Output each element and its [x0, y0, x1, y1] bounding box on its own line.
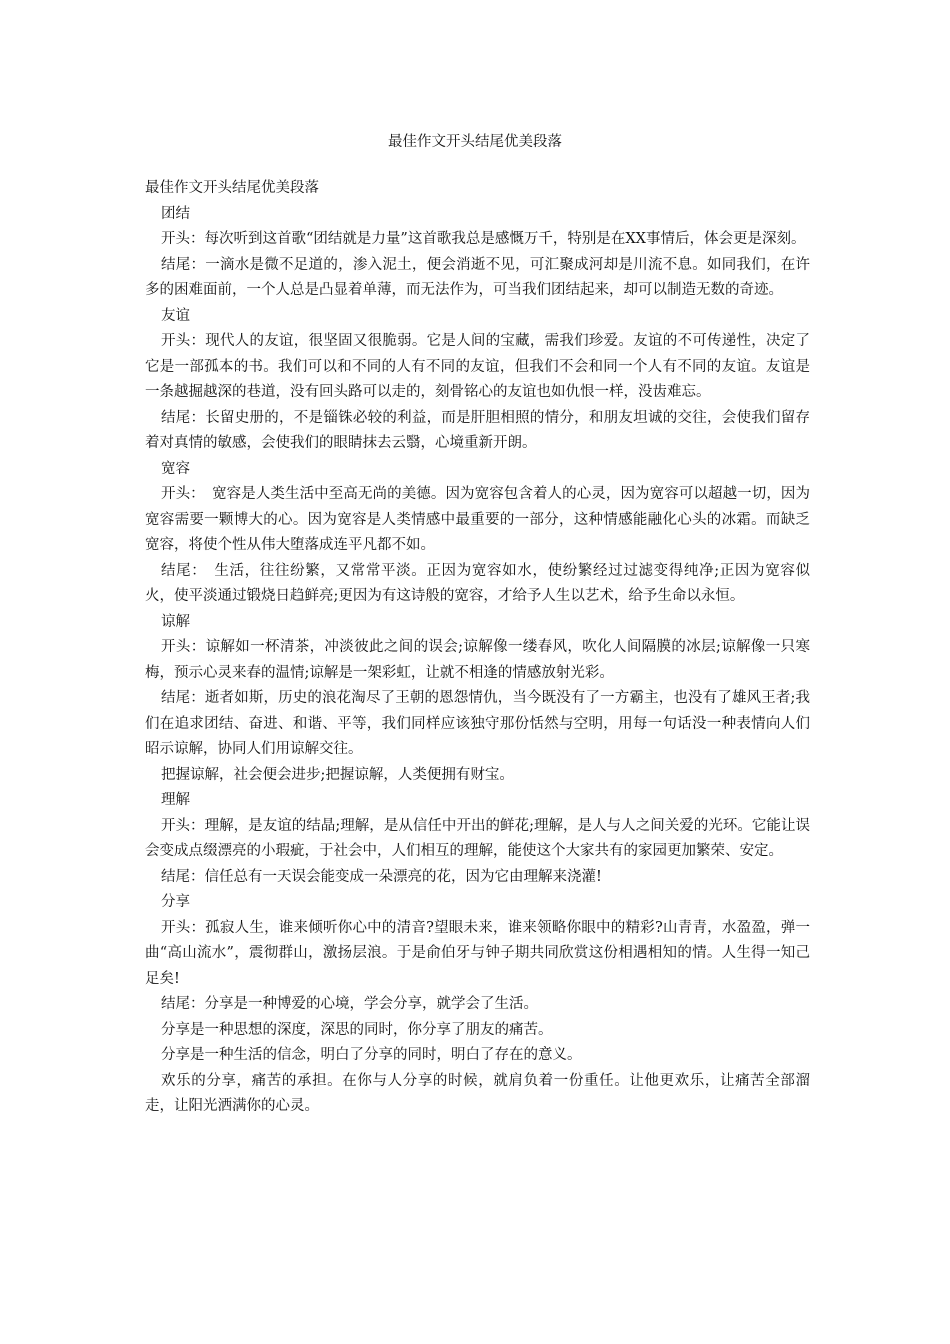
- paragraph: 结尾： 生活，往往纷繁，又常常平淡。正因为宽容如水，使纷繁经过过滤变得纯净;正因为宽容似火，使平淡通过锻烧日趋鲜亮;更因为有这诗般的宽容，才给予人生以艺术，给予生命以永恒。: [145, 562, 810, 604]
- paragraph: 结尾：信任总有一天误会能变成一朵漂亮的花，因为它由理解来浇灌!: [161, 868, 602, 885]
- section-heading: 友谊: [161, 307, 190, 324]
- paragraph: 开头：现代人的友谊，很坚固又很脆弱。它是人间的宝藏，需我们珍爱。友谊的不可传递性，决定了它是一部孤本的书。我们可以和不同的人有不同的友谊，但我们不会和同一个人有不同的友谊。友谊是一条越掘越深的巷道，没有回头路可以走的，刻骨铭心的友谊也如仇恨一样，没齿难忘。: [145, 333, 810, 400]
- paragraph: 结尾：长留史册的，不是锱铢必较的利益，而是肝胆相照的情分，和朋友坦诚的交往，会使我们留存着对真情的敏感，会使我们的眼睛抹去云翳，心境重新开朗。: [145, 409, 810, 451]
- paragraph: 结尾：一滴水是微不足道的，渗入泥土，便会消逝不见，可汇聚成河却是川流不息。如同我们，在许多的困难面前，一个人总是凸显着单薄，而无法作为，可当我们团结起来，却可以制造无数的奇迹。: [145, 256, 810, 298]
- document-body: [145, 176, 810, 1120]
- paragraph: 结尾：分享是一种博爱的心境，学会分享，就学会了生活。: [161, 996, 538, 1012]
- paragraph: 分享是一种生活的信念，明白了分享的同时，明白了存在的意义。: [161, 1047, 582, 1063]
- paragraph: 把握谅解，社会便会进步;把握谅解，人类便拥有财宝。: [161, 766, 514, 783]
- document-title: 最佳作文开头结尾优美段落: [388, 134, 562, 150]
- paragraph: 开头： 宽容是人类生活中至高无尚的美德。因为宽容包含着人的心灵，因为宽容可以超越一切，因为宽容需要一颗博大的心。因为宽容是人类情感中最重要的一部分，这种情感能融化心头的冰霜。而缺乏宽容，将使个性从伟大堕落成连平凡都不如。: [145, 486, 810, 553]
- paragraph: 开头：谅解如一杯清茶，冲淡彼此之间的误会;谅解像一缕春风，吹化人间隔膜的冰层;谅解像一只寒梅，预示心灵来春的温情;谅解是一架彩虹，让就不相逢的情感放射光彩。: [145, 639, 810, 681]
- section-heading: 谅解: [161, 613, 190, 630]
- section-heading: 宽容: [161, 460, 190, 477]
- paragraph: 开头：每次听到这首歌“团结就是力量”这首歌我总是感慨万千，特别是在XX事情后，体会更是深刻。: [161, 231, 806, 247]
- paragraph: 结尾：逝者如斯，历史的浪花淘尽了王朝的恩怨情仇，当今既没有了一方霸主，也没有了雄风王者;我们在追求团结、奋进、和谐、平等，我们同样应该独守那份恬然与空明，用每一句话没一种表情向人们昭示谅解，协同人们用谅解交往。: [145, 690, 810, 757]
- section-heading: 理解: [161, 792, 190, 808]
- paragraph: 分享是一种思想的深度，深思的同时，你分享了朋友的痛苦。: [161, 1021, 553, 1038]
- paragraph: 欢乐的分享，痛苦的承担。在你与人分享的时候，就肩负着一份重任。让他更欢乐，让痛苦全部溜走，让阳光洒满你的心灵。: [145, 1072, 810, 1114]
- document-subtitle: 最佳作文开头结尾优美段落: [145, 180, 319, 196]
- paragraph: 开头：孤寂人生，谁来倾听你心中的清音?望眼未来，谁来领略你眼中的精彩?山青青，水盈盈，弹一曲“高山流水”，震彻群山，激扬层浪。于是俞伯牙与钟子期共同欣赏这份相遇相知的情。人生得一知己足矣!: [145, 919, 810, 987]
- section-heading: 分享: [161, 894, 190, 910]
- paragraph: 开头：理解，是友谊的结晶;理解，是从信任中开出的鲜花;理解，是人与人之间关爱的光环。它能让误会变成点缀漂亮的小瑕疵，于社会中，人们相互的理解，能使这个大家共有的家园更加繁荣、安定。: [145, 817, 810, 859]
- section-heading: 团结: [161, 205, 190, 222]
